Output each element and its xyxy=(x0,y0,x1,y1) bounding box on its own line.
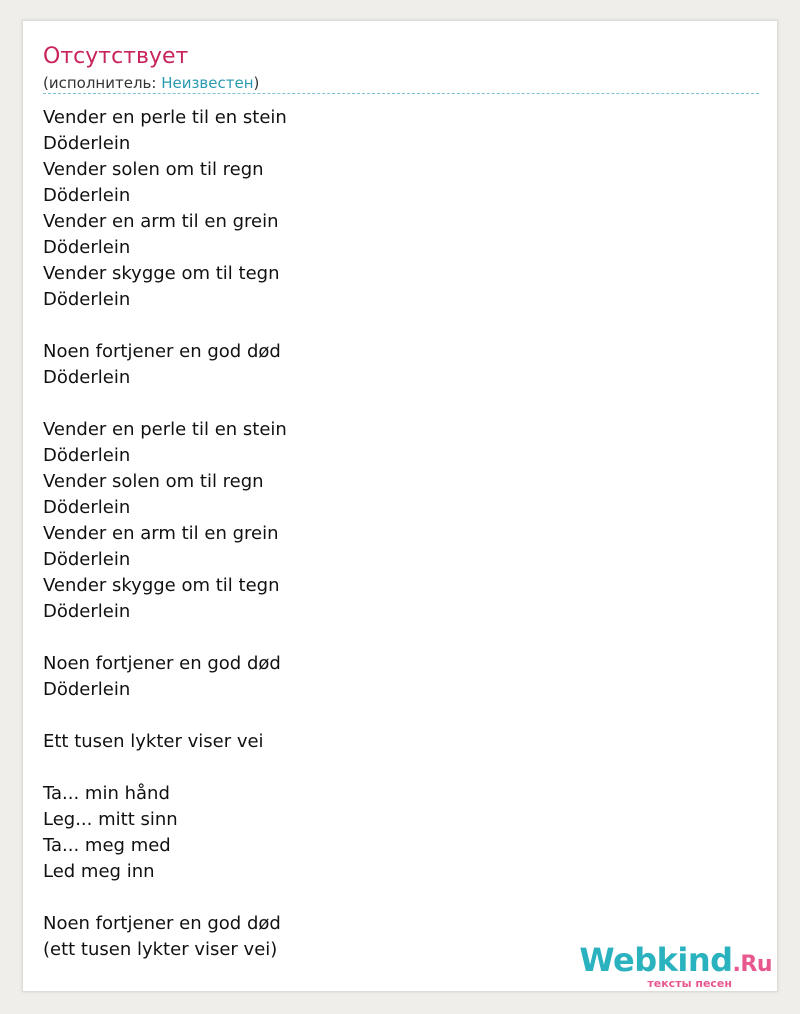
lyric-line: Leg... mitt sinn xyxy=(43,809,178,830)
lyric-line: Noen fortjener en god død xyxy=(43,913,281,934)
lyric-line xyxy=(43,755,287,781)
lyric-line: Noen fortjener en god død xyxy=(43,341,281,362)
lyric-line: Ett tusen lykter viser vei xyxy=(43,731,264,752)
lyric-line: Döderlein xyxy=(43,133,131,154)
lyric-line: Döderlein xyxy=(43,289,131,310)
lyric-line: Vender solen om til regn xyxy=(43,471,264,492)
lyric-line: Döderlein xyxy=(43,367,131,388)
lyric-line: Ta... min hånd xyxy=(43,783,170,804)
artist-line xyxy=(43,73,259,93)
lyric-line: Vender skygge om til tegn xyxy=(43,263,280,284)
lyric-line: Döderlein xyxy=(43,601,131,622)
lyric-line: Vender solen om til regn xyxy=(43,159,264,180)
lyric-line: Vender en perle til en stein xyxy=(43,419,287,440)
song-title: Отсутствует xyxy=(43,44,189,69)
lyric-line: Vender en perle til en stein xyxy=(43,107,287,128)
lyric-line: Vender en arm til en grein xyxy=(43,523,279,544)
lyric-line: Döderlein xyxy=(43,445,131,466)
lyric-line xyxy=(43,625,287,651)
lyric-line: Döderlein xyxy=(43,549,131,570)
lyric-line xyxy=(43,313,287,339)
logo-tagline: тексты песен xyxy=(647,977,732,990)
lyric-line: Led meg inn xyxy=(43,861,155,882)
lyric-line: Döderlein xyxy=(43,497,131,518)
lyric-line: Vender skygge om til tegn xyxy=(43,575,280,596)
title-divider xyxy=(43,93,759,94)
lyric-line xyxy=(43,703,287,729)
lyric-line: Döderlein xyxy=(43,237,131,258)
site-logo[interactable] xyxy=(579,943,772,990)
lyrics-text xyxy=(43,105,287,963)
lyric-line: Ta... meg med xyxy=(43,835,171,856)
lyric-line xyxy=(43,391,287,417)
lyric-line: Döderlein xyxy=(43,679,131,700)
logo-tld: .Ru xyxy=(732,952,772,977)
lyric-line: (ett tusen lykter viser vei) xyxy=(43,939,278,960)
artist-link[interactable]: Неизвестен xyxy=(161,74,254,92)
artist-suffix: ) xyxy=(253,74,260,92)
lyric-line: Noen fortjener en god død xyxy=(43,653,281,674)
lyric-line xyxy=(43,885,287,911)
logo-name: Webkind xyxy=(579,941,733,979)
artist-prefix: (исполнитель: xyxy=(43,74,162,92)
lyric-line: Döderlein xyxy=(43,185,131,206)
lyrics-card xyxy=(22,20,778,992)
lyric-line: Vender en arm til en grein xyxy=(43,211,279,232)
